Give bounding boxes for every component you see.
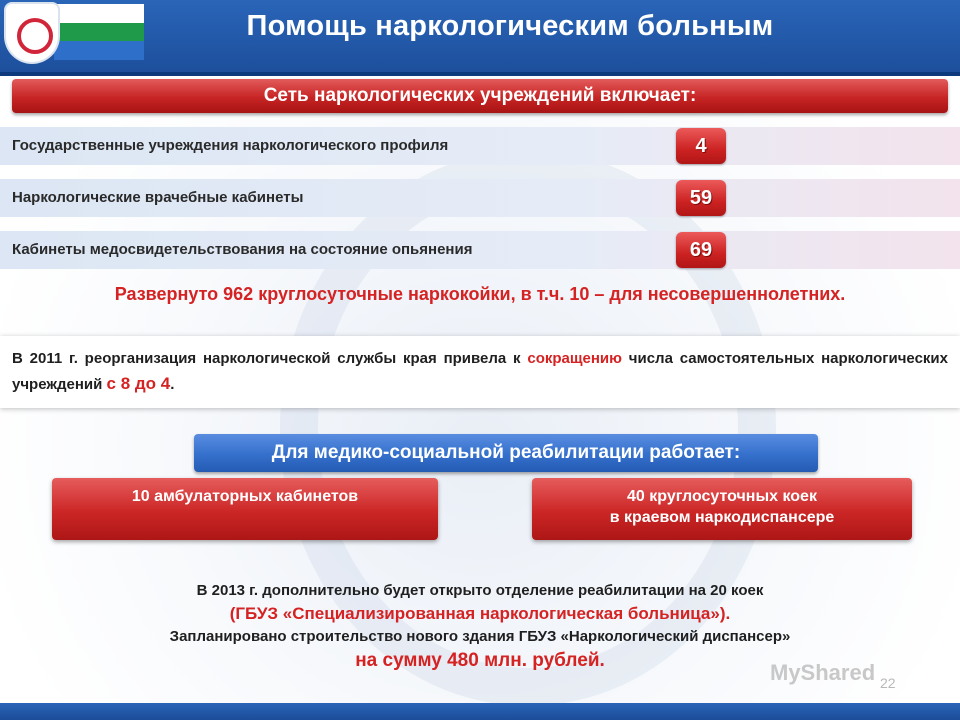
reorganization-box: [0, 336, 960, 408]
network-row-label: Государственные учреждения наркологического профиля: [12, 137, 449, 154]
network-row-value-badge: 59: [676, 180, 726, 216]
watermark-logo: MyShared: [770, 660, 876, 685]
rehab-heading: Для медико-социальной реабилитации работает:: [194, 434, 818, 472]
header-stripe: [0, 72, 960, 76]
rehab-right-box-line: 40 круглосуточных коек: [627, 488, 817, 505]
plans-line: В 2013 г. дополнительно будет открыто отделение реабилитации на 20 коек: [196, 582, 764, 599]
regional-flag-icon: [54, 4, 144, 60]
network-row: [0, 127, 960, 165]
rehab-right-box: [532, 478, 912, 540]
network-row-label: Наркологические врачебные кабинеты: [12, 189, 304, 206]
beds-note: Развернуто 962 круглосуточные наркокойки, в т.ч. 10 – для несовершеннолетних.: [114, 284, 846, 304]
plans-line: (ГБУЗ «Специализированная наркологическая больница»).: [229, 604, 731, 623]
reorg-highlight: сокращению: [527, 350, 622, 367]
rehab-left-box: [52, 478, 438, 540]
reorg-highlight: с 8 до 4: [106, 374, 171, 393]
reorganization-text: [12, 346, 948, 397]
plans-line: Запланировано строительство нового здания ГБУЗ «Наркологический диспансер»: [169, 628, 791, 645]
network-row-value-badge: 69: [676, 232, 726, 268]
footer-bar: [0, 703, 960, 720]
reorg-text-part: В 2011 г. реорганизация наркологической службы края привела к: [12, 350, 528, 367]
network-heading: Сеть наркологических учреждений включает:: [12, 79, 948, 113]
plans-line: на сумму 480 млн. рублей.: [355, 650, 605, 671]
rehab-left-box-label: 10 амбулаторных кабинетов: [131, 488, 359, 505]
reorg-text-part: числа самостоятельных наркологических учреждений: [12, 350, 948, 393]
reorg-text-part: .: [170, 376, 175, 393]
page-title: Помощь наркологическим больным: [246, 10, 774, 42]
page-number: 22: [880, 675, 896, 691]
network-row: [0, 231, 960, 269]
network-row-value-badge: 4: [676, 128, 726, 164]
network-row: [0, 179, 960, 217]
rehab-right-box-line: в краевом наркодиспансере: [609, 509, 835, 526]
network-row-label: Кабинеты медосвидетельствования на состояние опьянения: [12, 241, 473, 258]
emblem-logo-icon: [6, 4, 58, 62]
